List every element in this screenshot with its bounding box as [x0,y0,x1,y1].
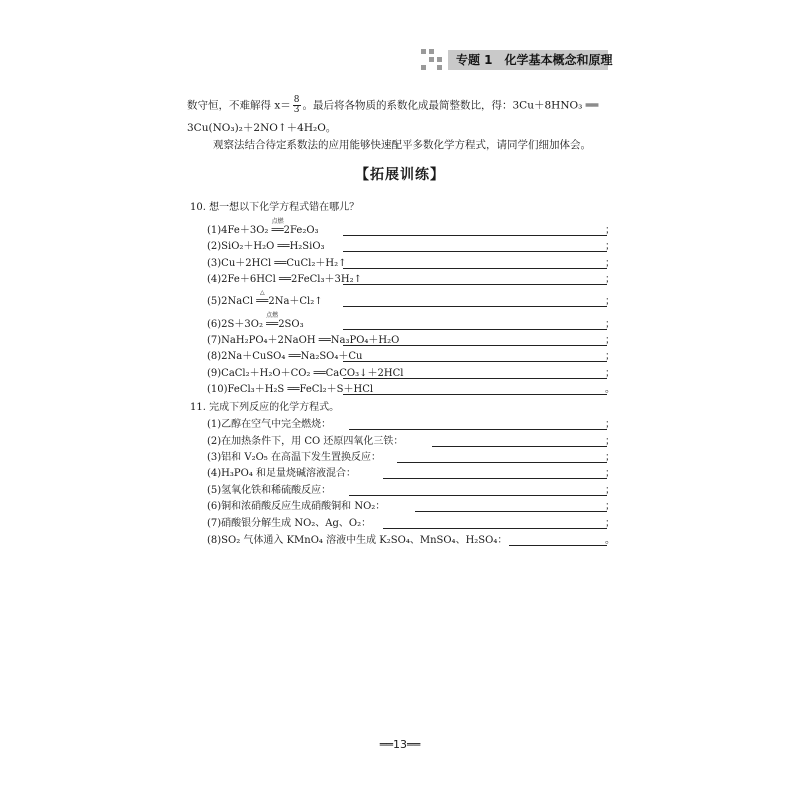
reaction-condition: △ ══ [256,289,269,307]
q10-item-3 [207,257,615,271]
q10-item-7 [207,334,615,348]
q10-item-label: (4)2Fe＋6HCl ══2FeCl₃＋3H₂↑ [207,274,362,285]
fraction-numerator: 8 [293,95,300,105]
q11-item-7 [207,517,615,531]
q11-item-label: (8)SO₂ 气体通入 KMnO₄ 溶液中生成 K₂SO₄、MnSO₄、H₂SO₄： [207,535,508,546]
end-punctuation: ； [605,274,615,285]
q10-item-4 [207,273,615,287]
answer-blank[interactable] [509,545,607,546]
answer-blank[interactable] [343,268,607,269]
q11-item-3 [207,451,615,465]
answer-blank[interactable] [397,462,607,463]
q11-item-1 [207,418,615,432]
q10-item-label: (10)FeCl₃＋H₂S ══FeCl₂＋S＋HCl [207,384,374,395]
answer-blank[interactable] [343,378,607,379]
q10-item-label: (6)2S＋3O₂ 点燃 ══2SO₃ [207,312,304,330]
end-punctuation: ； [605,501,615,512]
q10-item-label: (2)SiO₂＋H₂O ══H₂SiO₃ [207,241,325,252]
q11-item-label: (1)乙醇在空气中完全燃烧： [207,419,332,430]
q10-item-5 [207,289,615,309]
q11-item-2 [207,435,615,449]
q11-item-label: (2)在加热条件下，用 CO 还原四氧化三铁： [207,436,404,447]
q11-item-8 [207,534,615,548]
header-decoration [421,49,447,73]
q10-item-6 [207,312,615,332]
intro-line-1-pre: 数守恒，不难解得 x＝ [187,99,291,112]
section-title: 【拓展训练】 [355,167,445,183]
intro-line-1 [187,96,598,115]
answer-blank[interactable] [343,329,607,330]
end-punctuation: ； [605,258,615,269]
answer-blank[interactable] [343,235,607,236]
answer-blank[interactable] [343,284,607,285]
answer-blank[interactable] [343,394,607,395]
q10-item-1 [207,218,615,238]
q11-item-5 [207,484,615,498]
reaction-condition: 点燃 ══ [266,312,279,330]
q10-stem: 10. 想一想以下化学方程式错在哪儿？ [190,202,360,213]
end-punctuation: ； [605,468,615,479]
end-punctuation: 。 [605,384,615,395]
q11-item-label: (3)铝和 V₂O₅ 在高温下发生置换反应： [207,452,381,463]
end-punctuation: ； [605,436,615,447]
intro-line-2: 3Cu(NO₃)₂＋2NO↑＋4H₂O。 [187,122,337,134]
q10-item-10 [207,383,615,397]
q11-item-label: (7)硝酸银分解生成 NO₂、Ag、O₂： [207,518,372,529]
q10-item-label: (9)CaCl₂＋H₂O＋CO₂ ══CaCO₃↓＋2HCl [207,368,404,379]
answer-blank[interactable] [343,306,607,307]
end-punctuation: ； [605,518,615,529]
answer-blank[interactable] [343,345,607,346]
end-punctuation: ； [605,296,615,307]
q11-item-4 [207,467,615,481]
end-punctuation: ； [605,335,615,346]
q11-item-label: (6)铜和浓硝酸反应生成硝酸铜和 NO₂： [207,501,386,512]
answer-blank[interactable] [349,495,607,496]
answer-blank[interactable] [383,528,607,529]
end-punctuation: ； [605,368,615,379]
answer-blank[interactable] [383,478,607,479]
end-punctuation: ； [605,351,615,362]
fraction [293,96,301,115]
end-punctuation: ； [605,485,615,496]
end-punctuation: 。 [605,535,615,546]
answer-blank[interactable] [415,511,607,512]
q11-item-6 [207,500,615,514]
intro-line-1-post: 。最后将各物质的系数化成最简整数比，得：3Cu＋8HNO₃ ══ [302,99,599,112]
q10-item-label: (7)NaH₂PO₄＋2NaOH ══Na₃PO₄＋H₂O [207,335,400,346]
q11-stem: 11. 完成下列反应的化学方程式。 [190,402,340,413]
end-punctuation: ； [605,241,615,252]
fraction-denominator: 3 [293,105,300,115]
chapter-header: 专题 1 化学基本概念和原理 [448,50,608,70]
answer-blank[interactable] [343,361,607,362]
q11-item-label: (4)H₃PO₄ 和足量烧碱溶液混合： [207,468,357,479]
q10-item-9 [207,367,615,381]
q10-item-label: (5)2NaCl △ ══2Na＋Cl₂↑ [207,289,323,307]
answer-blank[interactable] [432,446,607,447]
end-punctuation: ； [605,419,615,430]
answer-blank[interactable] [343,251,607,252]
end-punctuation: ； [605,225,615,236]
q10-item-label: (8)2Na＋CuSO₄ ══Na₂SO₄＋Cu [207,351,363,362]
page-number: ══13══ [379,738,421,751]
intro-line-3: 观察法结合待定系数法的应用能够快速配平多数化学方程式，请同学们细加体会。 [213,139,591,151]
answer-blank[interactable] [349,429,607,430]
end-punctuation: ； [605,319,615,330]
q10-item-2 [207,240,615,254]
q10-item-8 [207,350,615,364]
q10-item-label: (3)Cu＋2HCl ══CuCl₂＋H₂↑ [207,258,347,269]
end-punctuation: ； [605,452,615,463]
q10-item-label: (1)4Fe＋3O₂ 点燃 ══2Fe₂O₃ [207,218,319,236]
q11-item-label: (5)氢氧化铁和稀硫酸反应： [207,485,332,496]
reaction-condition: 点燃 ══ [271,218,284,236]
